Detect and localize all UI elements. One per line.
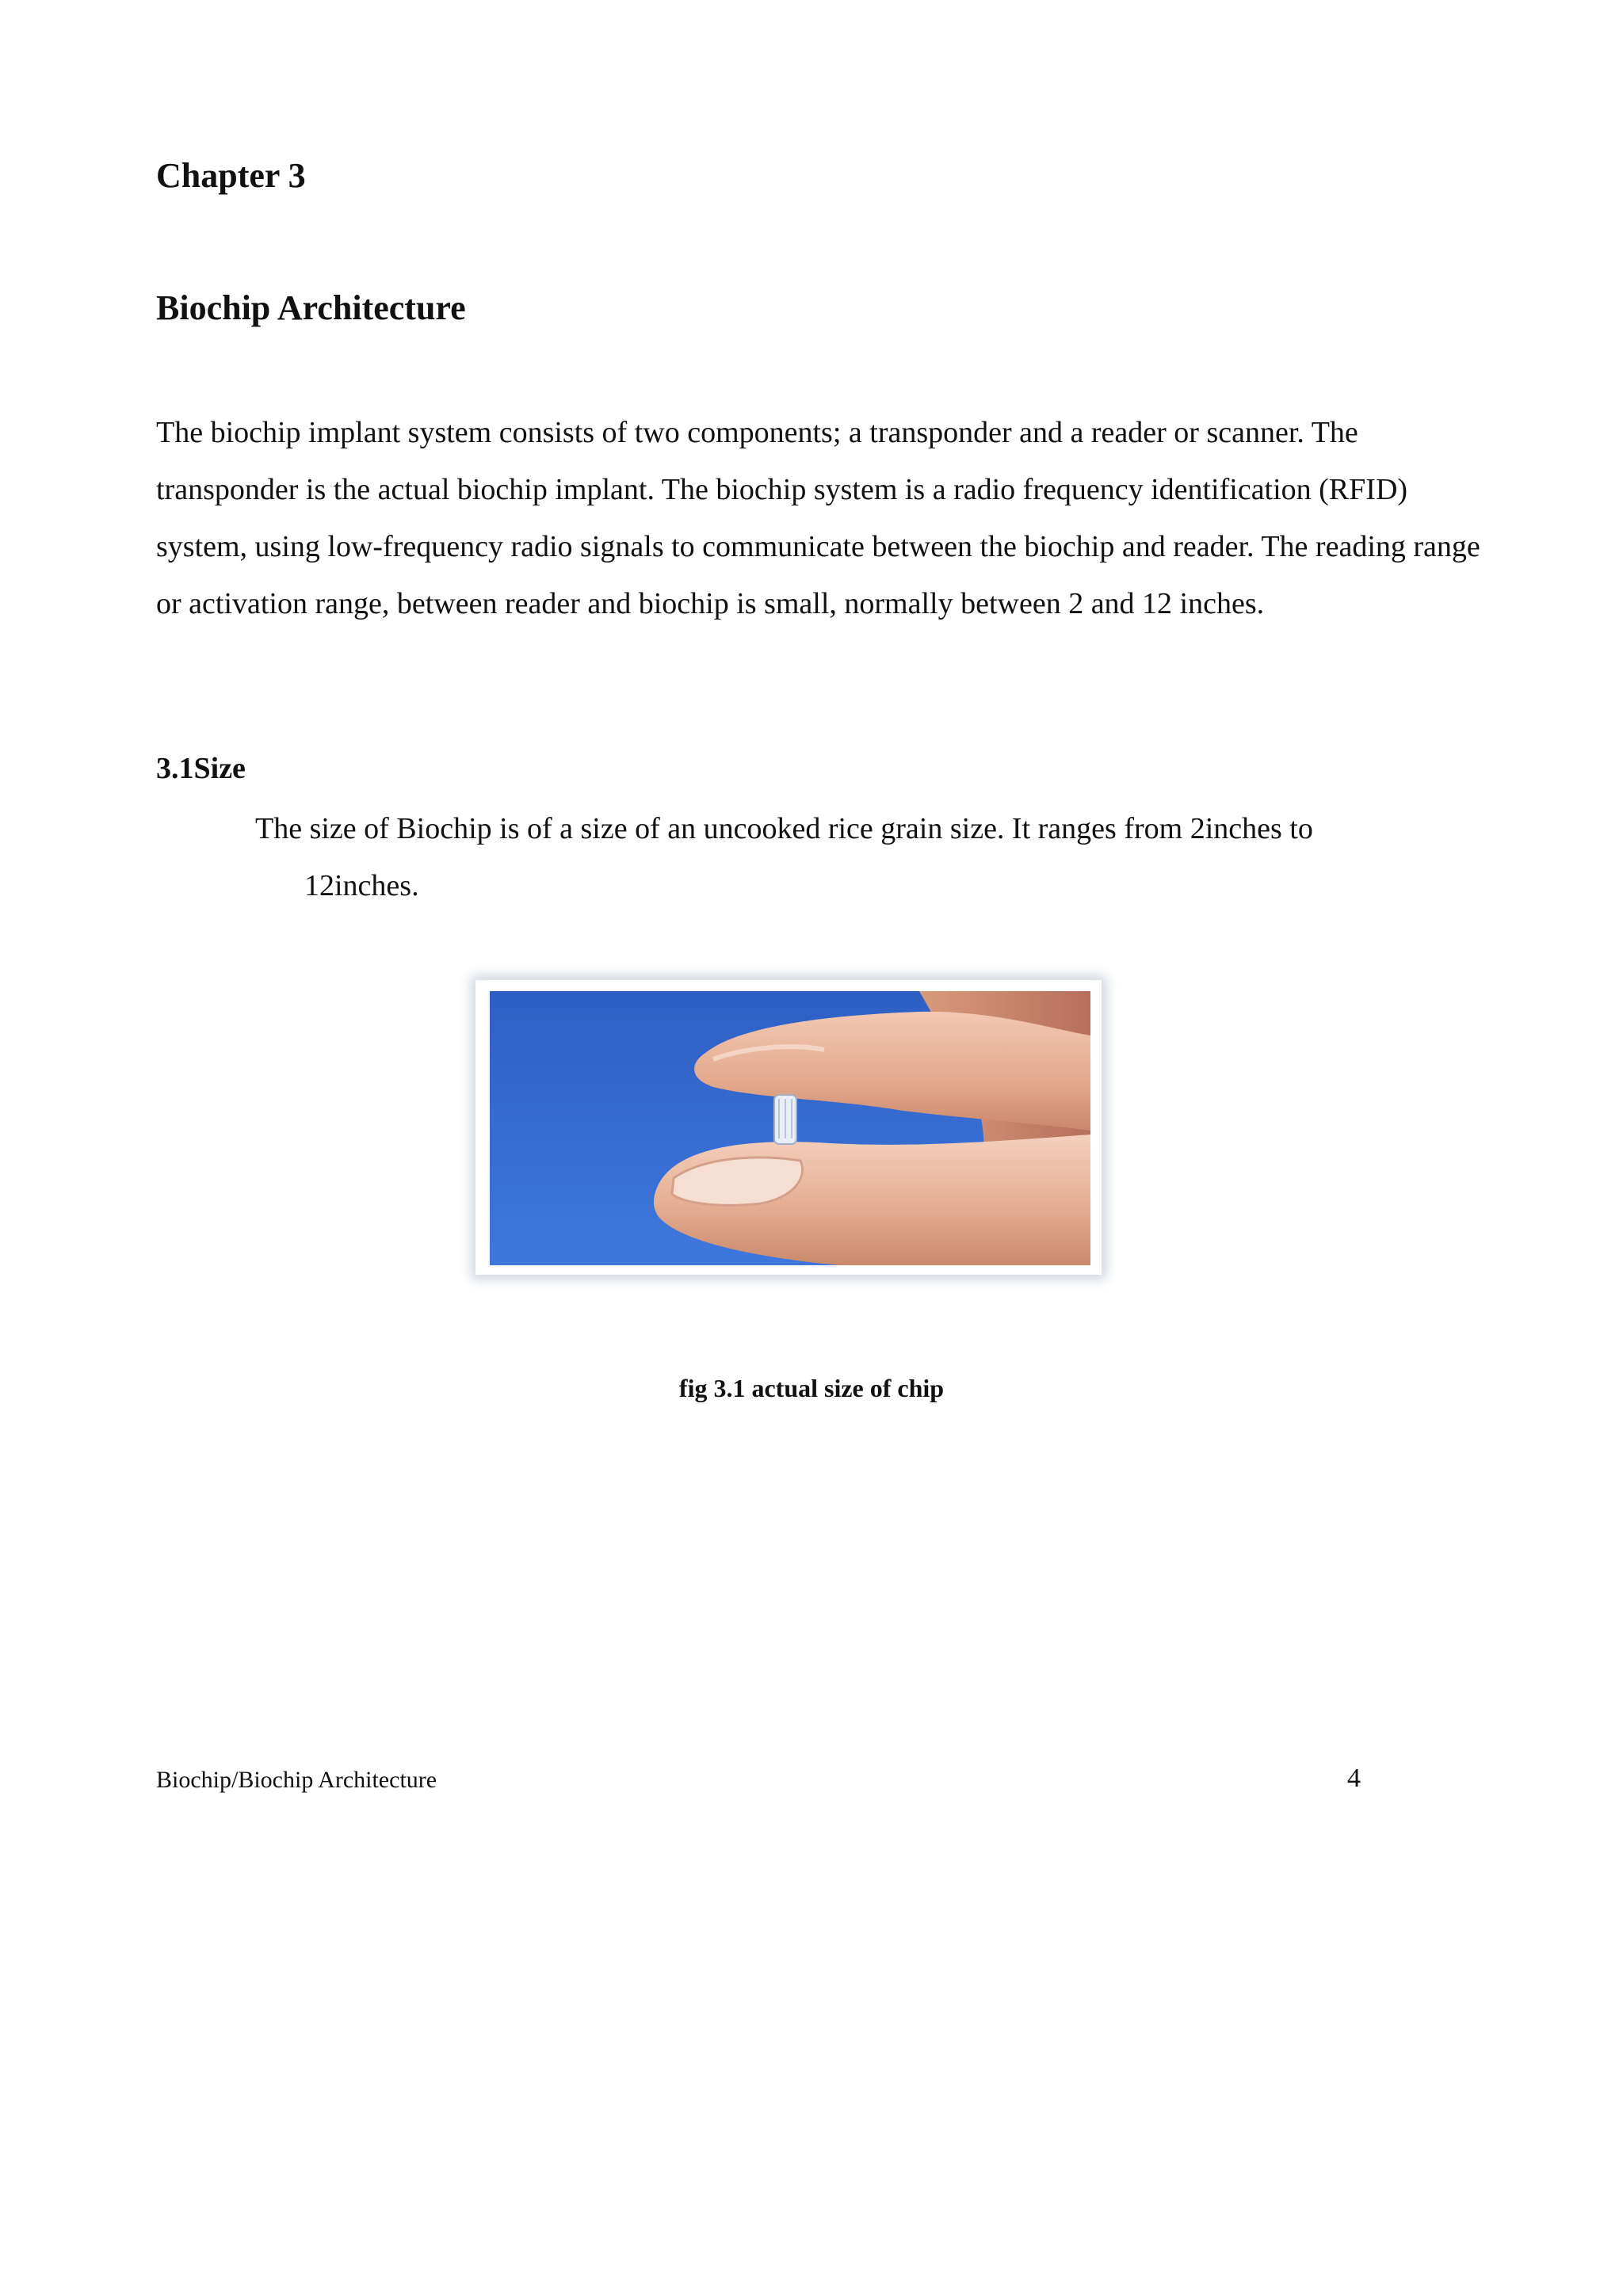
- footer-running-title: Biochip/Biochip Architecture: [156, 1767, 437, 1793]
- fingers-holding-chip-image: [475, 980, 1102, 1275]
- size-heading: 3.1Size: [156, 752, 246, 785]
- page-number: 4: [1347, 1764, 1361, 1793]
- intro-paragraph: The biochip implant system consists of two components; a transponder and a reader or scanner. The transponder is the actual biochip implant. The biochip system is a radio frequency identification (RFID) system, using low-frequency radio signals to communicate between the biochip and reader. The reading range or activation range, between reader and biochip is small, normally between 2 and 12 inches.: [156, 416, 1480, 620]
- chip-photo: [475, 980, 1102, 1275]
- section-title: Biochip Architecture: [156, 288, 466, 327]
- size-paragraph-line1: The size of Biochip is of a size of an uncooked rice grain size. It ranges from 2inches to: [255, 812, 1313, 845]
- chapter-title: Chapter 3: [156, 156, 306, 195]
- figure-caption: fig 3.1 actual size of chip: [678, 1374, 945, 1402]
- size-paragraph: [255, 800, 1444, 914]
- size-paragraph-line2: 12inches.: [304, 869, 419, 902]
